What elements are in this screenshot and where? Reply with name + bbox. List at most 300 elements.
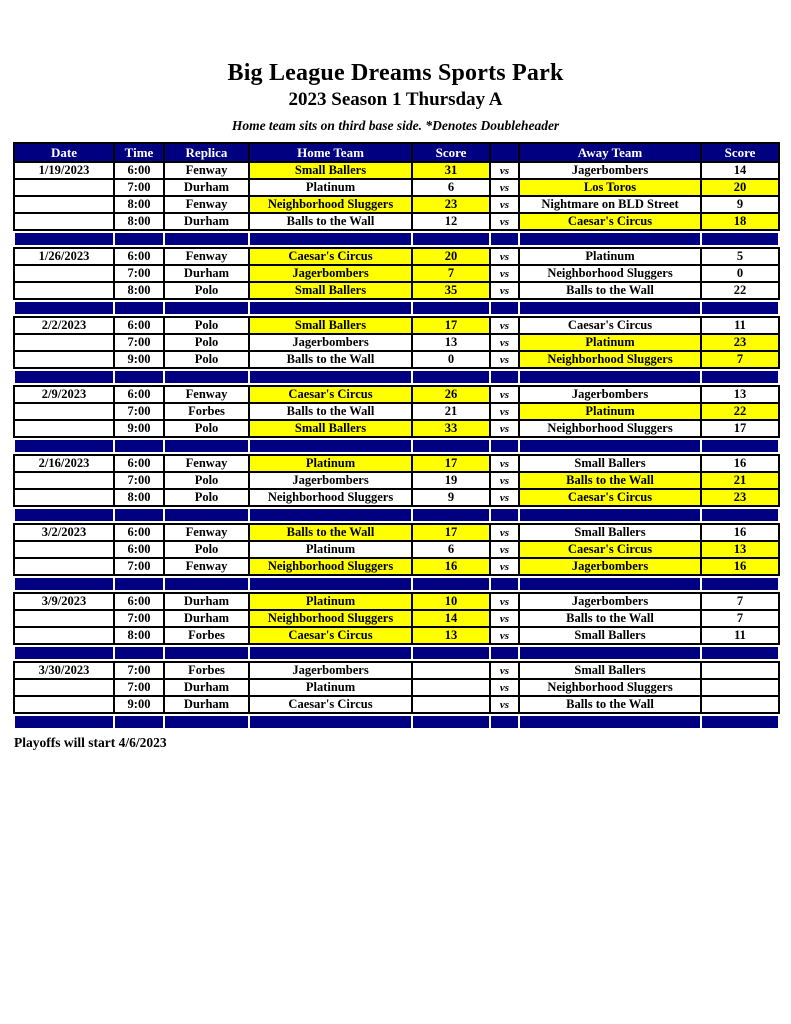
vs-cell: vs (490, 679, 519, 696)
date-cell: 3/30/2023 (14, 662, 114, 679)
home-score-cell: 35 (412, 282, 490, 299)
home-score-cell: 14 (412, 610, 490, 627)
separator-cell (519, 299, 701, 317)
away-score-cell: 5 (701, 248, 779, 265)
separator-cell (14, 713, 114, 730)
vs-cell: vs (490, 265, 519, 282)
separator-cell (114, 506, 164, 524)
separator-cell (164, 713, 249, 730)
separator-cell (519, 437, 701, 455)
separator-cell (701, 437, 779, 455)
separator-cell (412, 506, 490, 524)
home-team-cell: Caesar's Circus (249, 696, 412, 713)
home-team-cell: Caesar's Circus (249, 627, 412, 644)
separator-row (14, 368, 779, 386)
home-team-cell: Neighborhood Sluggers (249, 610, 412, 627)
home-team-cell: Jagerbombers (249, 334, 412, 351)
replica-cell: Polo (164, 282, 249, 299)
home-score-cell: 33 (412, 420, 490, 437)
away-score-cell (701, 662, 779, 679)
home-team-cell: Platinum (249, 593, 412, 610)
vs-cell: vs (490, 334, 519, 351)
separator-cell (490, 713, 519, 730)
separator-cell (519, 368, 701, 386)
away-score-cell: 7 (701, 593, 779, 610)
separator-cell (164, 644, 249, 662)
date-cell: 3/2/2023 (14, 524, 114, 541)
col-header-date: Date (14, 143, 114, 162)
away-team-cell: Neighborhood Sluggers (519, 679, 701, 696)
time-cell: 7:00 (114, 472, 164, 489)
date-cell (14, 472, 114, 489)
separator-cell (490, 437, 519, 455)
time-cell: 6:00 (114, 248, 164, 265)
col-header-home-team: Home Team (249, 143, 412, 162)
separator-cell (14, 299, 114, 317)
time-cell: 9:00 (114, 420, 164, 437)
separator-cell (490, 506, 519, 524)
date-cell (14, 696, 114, 713)
vs-cell: vs (490, 524, 519, 541)
away-score-cell: 22 (701, 403, 779, 420)
time-cell: 6:00 (114, 593, 164, 610)
time-cell: 7:00 (114, 179, 164, 196)
separator-cell (14, 230, 114, 248)
away-score-cell: 16 (701, 558, 779, 575)
replica-cell: Polo (164, 317, 249, 334)
game-row (14, 558, 779, 575)
game-row (14, 593, 779, 610)
separator-cell (412, 713, 490, 730)
replica-cell: Durham (164, 213, 249, 230)
game-row (14, 403, 779, 420)
away-team-cell: Jagerbombers (519, 593, 701, 610)
home-team-cell: Platinum (249, 179, 412, 196)
time-cell: 7:00 (114, 679, 164, 696)
time-cell: 6:00 (114, 386, 164, 403)
game-row (14, 455, 779, 472)
game-row (14, 627, 779, 644)
separator-cell (249, 368, 412, 386)
away-team-cell: Jagerbombers (519, 386, 701, 403)
date-cell: 2/9/2023 (14, 386, 114, 403)
table-header-row (14, 143, 779, 162)
away-score-cell: 22 (701, 282, 779, 299)
game-row (14, 696, 779, 713)
away-score-cell: 16 (701, 524, 779, 541)
away-score-cell: 17 (701, 420, 779, 437)
separator-cell (249, 644, 412, 662)
replica-cell: Durham (164, 179, 249, 196)
away-team-cell: Platinum (519, 334, 701, 351)
vs-cell: vs (490, 558, 519, 575)
game-row (14, 489, 779, 506)
away-score-cell: 13 (701, 386, 779, 403)
home-team-cell: Caesar's Circus (249, 248, 412, 265)
separator-row (14, 437, 779, 455)
home-score-cell: 17 (412, 524, 490, 541)
away-team-cell: Caesar's Circus (519, 213, 701, 230)
replica-cell: Durham (164, 696, 249, 713)
home-score-cell: 13 (412, 627, 490, 644)
replica-cell: Forbes (164, 627, 249, 644)
away-team-cell: Caesar's Circus (519, 541, 701, 558)
separator-cell (490, 299, 519, 317)
col-header-replica: Replica (164, 143, 249, 162)
separator-cell (701, 644, 779, 662)
game-row (14, 334, 779, 351)
date-cell (14, 420, 114, 437)
separator-cell (701, 575, 779, 593)
home-score-cell: 31 (412, 162, 490, 179)
home-score-cell: 7 (412, 265, 490, 282)
separator-cell (249, 299, 412, 317)
date-cell (14, 282, 114, 299)
game-row (14, 179, 779, 196)
away-score-cell: 18 (701, 213, 779, 230)
separator-cell (114, 575, 164, 593)
vs-cell: vs (490, 489, 519, 506)
replica-cell: Fenway (164, 386, 249, 403)
game-row (14, 213, 779, 230)
away-score-cell: 23 (701, 489, 779, 506)
date-cell: 3/9/2023 (14, 593, 114, 610)
game-row (14, 386, 779, 403)
away-team-cell: Small Ballers (519, 455, 701, 472)
vs-cell: vs (490, 593, 519, 610)
vs-cell: vs (490, 386, 519, 403)
vs-cell: vs (490, 282, 519, 299)
home-score-cell: 17 (412, 317, 490, 334)
col-header-home-score: Score (412, 143, 490, 162)
away-score-cell: 7 (701, 610, 779, 627)
separator-cell (412, 437, 490, 455)
time-cell: 7:00 (114, 662, 164, 679)
home-team-cell: Neighborhood Sluggers (249, 489, 412, 506)
home-team-cell: Balls to the Wall (249, 351, 412, 368)
schedule-table (13, 142, 780, 730)
time-cell: 7:00 (114, 403, 164, 420)
game-row (14, 196, 779, 213)
vs-cell: vs (490, 162, 519, 179)
separator-cell (519, 713, 701, 730)
col-header-vs (490, 143, 519, 162)
separator-cell (490, 644, 519, 662)
date-cell: 2/16/2023 (14, 455, 114, 472)
away-team-cell: Jagerbombers (519, 162, 701, 179)
separator-cell (412, 230, 490, 248)
date-cell (14, 558, 114, 575)
date-cell (14, 679, 114, 696)
date-cell (14, 179, 114, 196)
separator-row (14, 713, 779, 730)
away-team-cell: Nightmare on BLD Street (519, 196, 701, 213)
away-team-cell: Jagerbombers (519, 558, 701, 575)
vs-cell: vs (490, 627, 519, 644)
separator-cell (164, 299, 249, 317)
separator-row (14, 230, 779, 248)
schedule-body (14, 162, 779, 730)
separator-cell (412, 575, 490, 593)
separator-cell (701, 299, 779, 317)
home-score-cell: 17 (412, 455, 490, 472)
game-row (14, 265, 779, 282)
away-score-cell: 23 (701, 334, 779, 351)
home-team-cell: Jagerbombers (249, 472, 412, 489)
separator-row (14, 575, 779, 593)
replica-cell: Fenway (164, 248, 249, 265)
away-score-cell: 20 (701, 179, 779, 196)
game-row (14, 420, 779, 437)
separator-cell (164, 506, 249, 524)
separator-cell (114, 299, 164, 317)
separator-cell (519, 575, 701, 593)
home-team-cell: Small Ballers (249, 420, 412, 437)
separator-cell (164, 230, 249, 248)
home-team-cell: Balls to the Wall (249, 524, 412, 541)
home-team-cell: Platinum (249, 679, 412, 696)
vs-cell: vs (490, 179, 519, 196)
away-score-cell (701, 679, 779, 696)
time-cell: 6:00 (114, 524, 164, 541)
vs-cell: vs (490, 213, 519, 230)
away-team-cell: Small Ballers (519, 662, 701, 679)
replica-cell: Polo (164, 334, 249, 351)
time-cell: 7:00 (114, 610, 164, 627)
home-team-cell: Balls to the Wall (249, 403, 412, 420)
col-header-time: Time (114, 143, 164, 162)
away-team-cell: Platinum (519, 403, 701, 420)
away-team-cell: Platinum (519, 248, 701, 265)
away-team-cell: Los Toros (519, 179, 701, 196)
separator-cell (701, 713, 779, 730)
separator-cell (519, 644, 701, 662)
separator-cell (114, 644, 164, 662)
time-cell: 9:00 (114, 351, 164, 368)
replica-cell: Durham (164, 265, 249, 282)
away-score-cell: 11 (701, 627, 779, 644)
separator-cell (114, 368, 164, 386)
replica-cell: Fenway (164, 162, 249, 179)
vs-cell: vs (490, 196, 519, 213)
away-team-cell: Small Ballers (519, 524, 701, 541)
game-row (14, 524, 779, 541)
separator-cell (164, 575, 249, 593)
home-score-cell: 16 (412, 558, 490, 575)
vs-cell: vs (490, 455, 519, 472)
away-score-cell: 0 (701, 265, 779, 282)
away-team-cell: Balls to the Wall (519, 610, 701, 627)
separator-row (14, 644, 779, 662)
vs-cell: vs (490, 403, 519, 420)
game-row (14, 662, 779, 679)
away-score-cell: 13 (701, 541, 779, 558)
time-cell: 8:00 (114, 282, 164, 299)
home-team-cell: Small Ballers (249, 162, 412, 179)
separator-cell (412, 299, 490, 317)
away-score-cell: 21 (701, 472, 779, 489)
time-cell: 7:00 (114, 334, 164, 351)
away-team-cell: Small Ballers (519, 627, 701, 644)
replica-cell: Forbes (164, 403, 249, 420)
separator-cell (114, 713, 164, 730)
replica-cell: Fenway (164, 196, 249, 213)
date-cell (14, 403, 114, 420)
home-score-cell (412, 662, 490, 679)
separator-cell (164, 368, 249, 386)
vs-cell: vs (490, 541, 519, 558)
away-team-cell: Neighborhood Sluggers (519, 351, 701, 368)
col-header-away-score: Score (701, 143, 779, 162)
separator-cell (701, 368, 779, 386)
separator-cell (490, 575, 519, 593)
separator-cell (701, 230, 779, 248)
vs-cell: vs (490, 696, 519, 713)
vs-cell: vs (490, 351, 519, 368)
separator-cell (249, 713, 412, 730)
separator-cell (14, 368, 114, 386)
home-team-cell: Neighborhood Sluggers (249, 196, 412, 213)
separator-cell (114, 230, 164, 248)
game-row (14, 317, 779, 334)
separator-cell (519, 230, 701, 248)
separator-row (14, 506, 779, 524)
replica-cell: Polo (164, 489, 249, 506)
replica-cell: Fenway (164, 558, 249, 575)
separator-cell (114, 437, 164, 455)
date-cell (14, 213, 114, 230)
game-row (14, 610, 779, 627)
time-cell: 6:00 (114, 162, 164, 179)
home-team-cell: Balls to the Wall (249, 213, 412, 230)
date-cell (14, 334, 114, 351)
home-team-cell: Jagerbombers (249, 662, 412, 679)
time-cell: 6:00 (114, 455, 164, 472)
separator-cell (14, 437, 114, 455)
page-subtitle: 2023 Season 1 Thursday A (288, 89, 503, 110)
home-team-cell: Platinum (249, 455, 412, 472)
time-cell: 8:00 (114, 489, 164, 506)
date-cell (14, 627, 114, 644)
separator-cell (14, 644, 114, 662)
footer-note: Playoffs will start 4/6/2023 (14, 735, 167, 750)
game-row (14, 248, 779, 265)
vs-cell: vs (490, 248, 519, 265)
home-score-cell: 0 (412, 351, 490, 368)
date-cell: 1/26/2023 (14, 248, 114, 265)
date-cell: 1/19/2023 (14, 162, 114, 179)
away-team-cell: Caesar's Circus (519, 317, 701, 334)
time-cell: 6:00 (114, 317, 164, 334)
away-score-cell: 14 (701, 162, 779, 179)
away-team-cell: Balls to the Wall (519, 282, 701, 299)
away-score-cell: 7 (701, 351, 779, 368)
time-cell: 7:00 (114, 558, 164, 575)
home-score-cell: 20 (412, 248, 490, 265)
separator-row (14, 299, 779, 317)
game-row (14, 351, 779, 368)
home-team-cell: Small Ballers (249, 282, 412, 299)
separator-cell (249, 575, 412, 593)
header-note: Home team sits on third base side. *Denotes Doubleheader (231, 118, 560, 133)
date-cell (14, 489, 114, 506)
home-score-cell: 26 (412, 386, 490, 403)
away-team-cell: Balls to the Wall (519, 472, 701, 489)
date-cell (14, 351, 114, 368)
separator-cell (14, 575, 114, 593)
separator-cell (249, 506, 412, 524)
away-score-cell (701, 696, 779, 713)
separator-cell (490, 230, 519, 248)
home-team-cell: Platinum (249, 541, 412, 558)
page-title: Big League Dreams Sports Park (227, 60, 564, 86)
away-team-cell: Neighborhood Sluggers (519, 420, 701, 437)
separator-cell (490, 368, 519, 386)
replica-cell: Fenway (164, 455, 249, 472)
time-cell: 6:00 (114, 541, 164, 558)
replica-cell: Fenway (164, 524, 249, 541)
game-row (14, 679, 779, 696)
time-cell: 9:00 (114, 696, 164, 713)
vs-cell: vs (490, 610, 519, 627)
vs-cell: vs (490, 420, 519, 437)
game-row (14, 162, 779, 179)
away-team-cell: Caesar's Circus (519, 489, 701, 506)
replica-cell: Durham (164, 610, 249, 627)
replica-cell: Forbes (164, 662, 249, 679)
game-row (14, 472, 779, 489)
separator-cell (14, 506, 114, 524)
replica-cell: Durham (164, 593, 249, 610)
away-score-cell: 9 (701, 196, 779, 213)
home-score-cell: 9 (412, 489, 490, 506)
home-score-cell (412, 696, 490, 713)
away-team-cell: Neighborhood Sluggers (519, 265, 701, 282)
game-row (14, 282, 779, 299)
col-header-away-team: Away Team (519, 143, 701, 162)
home-score-cell (412, 679, 490, 696)
time-cell: 7:00 (114, 265, 164, 282)
replica-cell: Durham (164, 679, 249, 696)
date-cell (14, 265, 114, 282)
separator-cell (249, 437, 412, 455)
home-team-cell: Small Ballers (249, 317, 412, 334)
home-score-cell: 13 (412, 334, 490, 351)
time-cell: 8:00 (114, 213, 164, 230)
away-score-cell: 11 (701, 317, 779, 334)
away-score-cell: 16 (701, 455, 779, 472)
home-score-cell: 12 (412, 213, 490, 230)
separator-cell (249, 230, 412, 248)
home-team-cell: Jagerbombers (249, 265, 412, 282)
game-row (14, 541, 779, 558)
replica-cell: Polo (164, 472, 249, 489)
separator-cell (519, 506, 701, 524)
separator-cell (412, 368, 490, 386)
time-cell: 8:00 (114, 627, 164, 644)
home-team-cell: Neighborhood Sluggers (249, 558, 412, 575)
home-score-cell: 19 (412, 472, 490, 489)
replica-cell: Polo (164, 351, 249, 368)
separator-cell (164, 437, 249, 455)
vs-cell: vs (490, 472, 519, 489)
home-score-cell: 23 (412, 196, 490, 213)
home-score-cell: 6 (412, 179, 490, 196)
date-cell (14, 196, 114, 213)
home-score-cell: 6 (412, 541, 490, 558)
home-score-cell: 21 (412, 403, 490, 420)
vs-cell: vs (490, 662, 519, 679)
